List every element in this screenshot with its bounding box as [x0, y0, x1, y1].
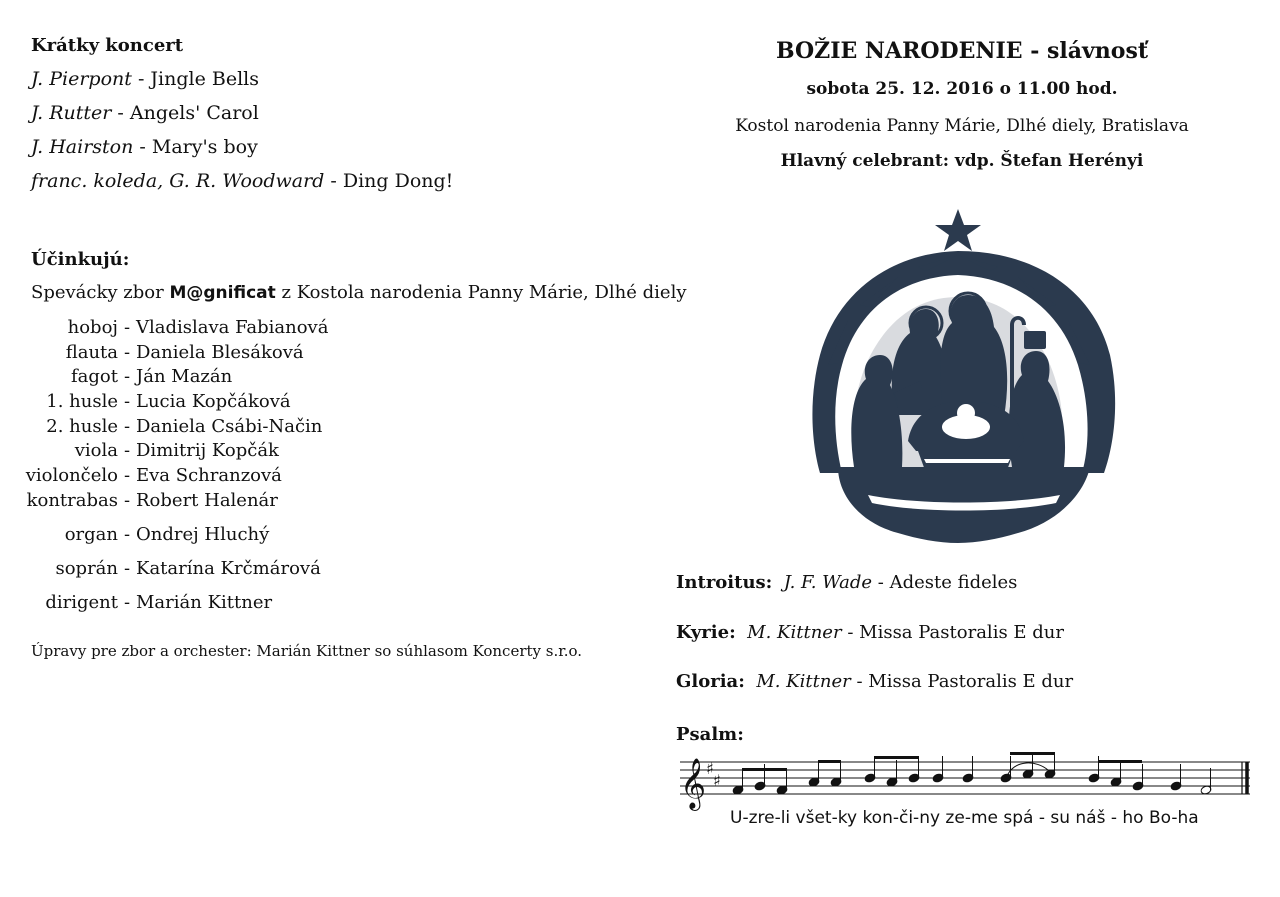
performer-name: Robert Halenár: [136, 490, 278, 511]
mass-part-introitus: [676, 572, 1017, 593]
piece-title: Jingle Bells: [150, 68, 259, 90]
piece-title: Angels' Carol: [129, 102, 259, 124]
choir-suffix: z Kostola narodenia Panny Márie, Dlhé diely: [281, 282, 687, 303]
performer-name: Ondrej Hluchý: [136, 524, 270, 545]
note-beam: [742, 768, 786, 771]
composer: J. Pierpont: [31, 68, 132, 90]
event-celebrant: Hlavný celebrant: vdp. Štefan Herényi: [780, 151, 1144, 171]
nativity-scene-icon: [798, 205, 1130, 545]
psalm-music-staff: [676, 752, 1256, 812]
choir-prefix: Spevácky zbor: [31, 282, 164, 303]
performer-name: Lucia Kopčáková: [136, 391, 291, 412]
separator: -: [124, 440, 131, 461]
separator: -: [117, 102, 124, 124]
mass-part-label: Gloria:: [676, 671, 745, 692]
psalm-label: Psalm:: [676, 724, 744, 745]
separator: -: [847, 622, 854, 643]
separator: -: [124, 592, 131, 613]
performer-name: Daniela Blesáková: [136, 342, 304, 363]
separator: -: [124, 416, 131, 437]
note-beam: [818, 760, 840, 763]
performer-name: Vladislava Fabianová: [136, 317, 329, 338]
concert-heading: Krátky koncert: [31, 35, 184, 56]
note-beam: [1010, 752, 1054, 755]
composer: J. F. Wade: [783, 572, 873, 593]
performer-name: Katarína Krčmárová: [136, 558, 321, 579]
choir-name: M@gnificat: [169, 283, 276, 303]
separator: -: [124, 391, 131, 412]
event-place: Kostol narodenia Panny Márie, Dlhé diely, Bratislava: [735, 116, 1189, 136]
piece-title: Missa Pastoralis E dur: [859, 622, 1064, 643]
separator: -: [856, 671, 863, 692]
performer-name: Marián Kittner: [136, 592, 273, 613]
performer-role: violončelo: [25, 465, 118, 486]
event-date: sobota 25. 12. 2016 o 11.00 hod.: [806, 79, 1118, 99]
performer-name: Daniela Csábi-Način: [136, 416, 323, 437]
separator: -: [137, 68, 145, 90]
separator: -: [124, 465, 131, 486]
svg-text:𝄞: 𝄞: [680, 758, 707, 809]
mass-part-gloria: [676, 671, 1073, 692]
composer: franc. koleda, G. R. Woodward: [31, 170, 325, 192]
performer-role: soprán: [55, 558, 118, 579]
separator: -: [124, 342, 131, 363]
separator: -: [124, 317, 131, 338]
mass-part-kyrie: [676, 622, 1064, 643]
performer-name: Eva Schranzová: [136, 465, 282, 486]
performer-role: organ: [64, 524, 118, 545]
performer-role: fagot: [71, 366, 118, 387]
performer-role: dirigent: [45, 592, 118, 613]
performer-role: viola: [74, 440, 118, 461]
psalm-lyrics: U-zre-li všet-ky kon-či-ny ze-me spá - su náš - ho Bo-ha: [730, 808, 1199, 828]
svg-text:♯: ♯: [706, 759, 714, 778]
event-title: BOŽIE NARODENIE - slávnosť: [775, 38, 1149, 64]
separator: -: [124, 558, 131, 579]
svg-text:♯: ♯: [713, 771, 721, 790]
performer-role: kontrabas: [26, 490, 118, 511]
separator: -: [124, 524, 131, 545]
performer-role: flauta: [65, 342, 118, 363]
separator: -: [877, 572, 884, 593]
performer-name: Dimitrij Kopčák: [136, 440, 279, 461]
composer: J. Hairston: [31, 136, 134, 158]
piece-title: Ding Dong!: [342, 170, 454, 192]
mass-part-label: Introitus:: [676, 572, 773, 593]
performer-role: hoboj: [67, 317, 118, 338]
piece-title: Missa Pastoralis E dur: [868, 671, 1074, 692]
performer-name: Ján Mazán: [136, 366, 233, 387]
composer: M. Kittner: [756, 671, 851, 692]
piece-title: Adeste fideles: [889, 572, 1018, 593]
separator: -: [139, 136, 146, 158]
separator: -: [124, 490, 131, 511]
note-beam: [1098, 760, 1142, 763]
performer-role: 2. husle: [46, 416, 118, 437]
piece-title: Mary's boy: [151, 136, 258, 158]
mass-part-label: Kyrie:: [676, 622, 736, 643]
performers-heading: Účinkujú:: [31, 249, 130, 270]
note-beam: [874, 756, 918, 759]
arrangement-note: Úpravy pre zbor a orchester: Marián Kittner so súhlasom Koncerty s.r.o.: [31, 642, 583, 660]
composer: J. Rutter: [31, 102, 112, 124]
separator: -: [330, 170, 337, 192]
separator: -: [124, 366, 131, 387]
performer-role: 1. husle: [46, 391, 118, 412]
composer: M. Kittner: [747, 622, 842, 643]
